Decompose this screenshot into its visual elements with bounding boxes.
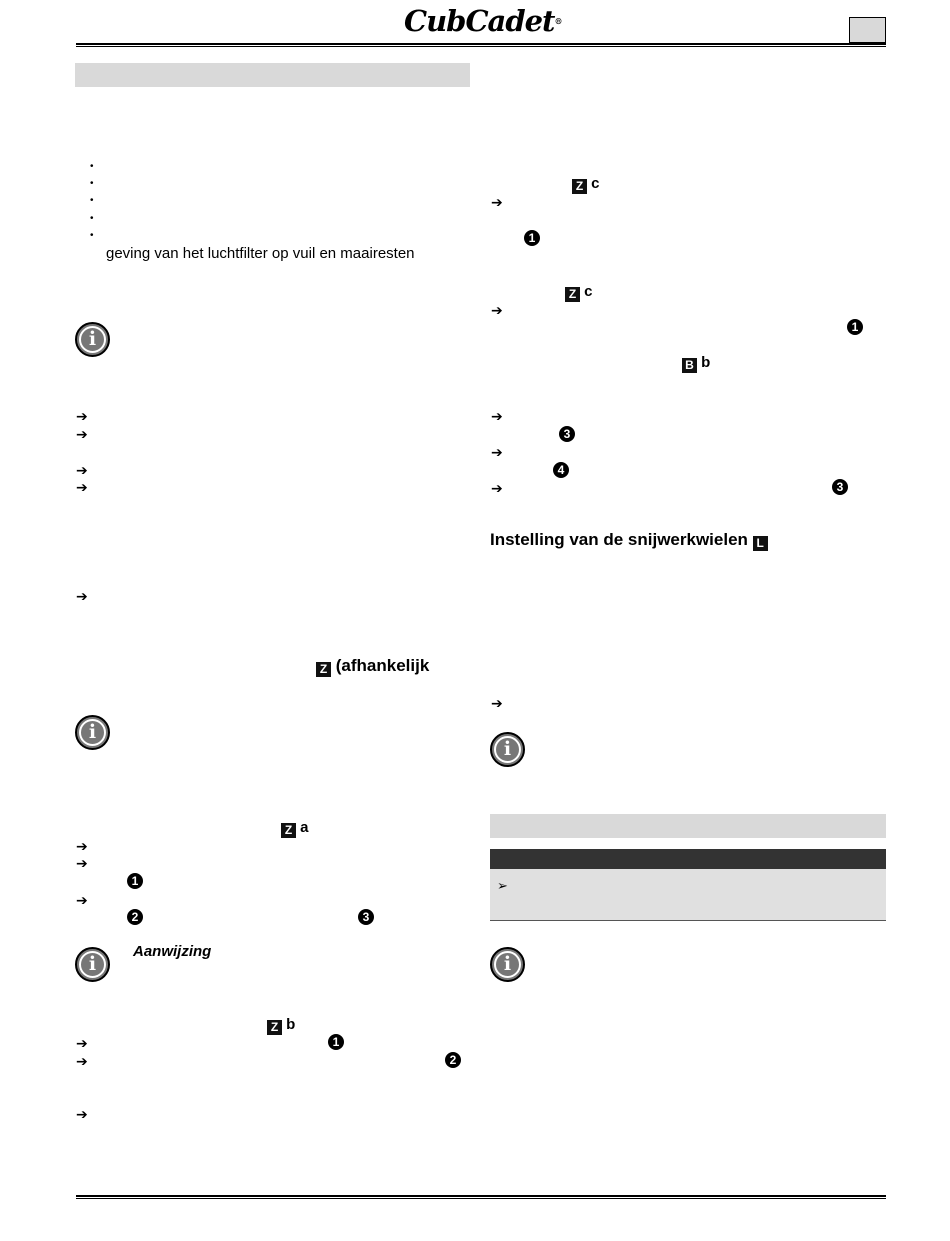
arrow-icon: ➔ bbox=[76, 408, 88, 424]
number-1-badge: 1 bbox=[524, 230, 540, 246]
number-3-badge: 3 bbox=[832, 479, 848, 495]
arrow-icon: ➔ bbox=[491, 302, 503, 318]
figure-reference-za: Z a bbox=[281, 819, 309, 838]
number-2-badge: 2 bbox=[127, 909, 143, 925]
figure-reference-zc: Z c bbox=[565, 283, 593, 302]
figure-reference-zc: Z c bbox=[572, 175, 600, 194]
section-header-bar-right bbox=[490, 814, 886, 838]
info-icon: i bbox=[75, 322, 110, 357]
warning-content-box bbox=[490, 869, 886, 921]
section-header-bar-left bbox=[75, 63, 470, 87]
arrow-icon: ➔ bbox=[76, 462, 88, 478]
figure-reference-bb: B b bbox=[682, 354, 710, 373]
arrow-icon: ➔ bbox=[76, 588, 88, 604]
page-number-box bbox=[849, 17, 886, 43]
cub-cadet-logo: CubCadet® bbox=[404, 4, 562, 38]
arrow-icon: ➔ bbox=[76, 892, 88, 908]
number-3-badge: 3 bbox=[559, 426, 575, 442]
number-1-badge: 1 bbox=[127, 873, 143, 889]
bullet-icon: • bbox=[90, 178, 94, 189]
info-icon: i bbox=[490, 732, 525, 767]
number-2-badge: 2 bbox=[445, 1052, 461, 1068]
arrow-icon: ➔ bbox=[76, 1053, 88, 1069]
info-icon: i bbox=[75, 947, 110, 982]
bullet-icon: • bbox=[90, 195, 94, 206]
number-1-badge: 1 bbox=[847, 319, 863, 335]
figure-reference-zb: Z b bbox=[267, 1016, 295, 1035]
arrow-icon: ➔ bbox=[491, 695, 503, 711]
arrow-icon: ➔ bbox=[76, 426, 88, 442]
bullet-icon: • bbox=[90, 213, 94, 224]
arrow-icon: ➔ bbox=[76, 855, 88, 871]
figure-reference-afhankelijk: Z (afhankelijk bbox=[316, 656, 429, 677]
info-icon: i bbox=[75, 715, 110, 750]
arrow-icon: ➔ bbox=[491, 408, 503, 424]
header-rule bbox=[76, 43, 886, 47]
number-3-badge: 3 bbox=[358, 909, 374, 925]
arrow-icon: ➔ bbox=[76, 1035, 88, 1051]
arrow-icon: ➔ bbox=[491, 444, 503, 460]
footer-rule bbox=[76, 1195, 886, 1199]
bullet-icon: • bbox=[90, 230, 94, 241]
arrow-icon: ➔ bbox=[76, 838, 88, 854]
aanwijzing-label: Aanwijzing bbox=[133, 943, 212, 960]
arrow-icon: ➔ bbox=[491, 194, 503, 210]
bullet-icon: • bbox=[90, 161, 94, 172]
number-1-badge: 1 bbox=[328, 1034, 344, 1050]
arrow-icon: ➔ bbox=[76, 479, 88, 495]
section-heading-snijwerkwielen: Instelling van de snijwerkwielen L bbox=[490, 530, 768, 551]
info-icon: i bbox=[490, 947, 525, 982]
arrow-icon: ➔ bbox=[76, 1106, 88, 1122]
arrow-icon: ➔ bbox=[491, 480, 503, 496]
warning-header-bar bbox=[490, 849, 886, 869]
chevron-right-icon: ➢ bbox=[497, 878, 508, 893]
number-4-badge: 4 bbox=[553, 462, 569, 478]
bullet-text-continued: geving van het luchtfilter op vuil en maairesten bbox=[106, 245, 415, 262]
